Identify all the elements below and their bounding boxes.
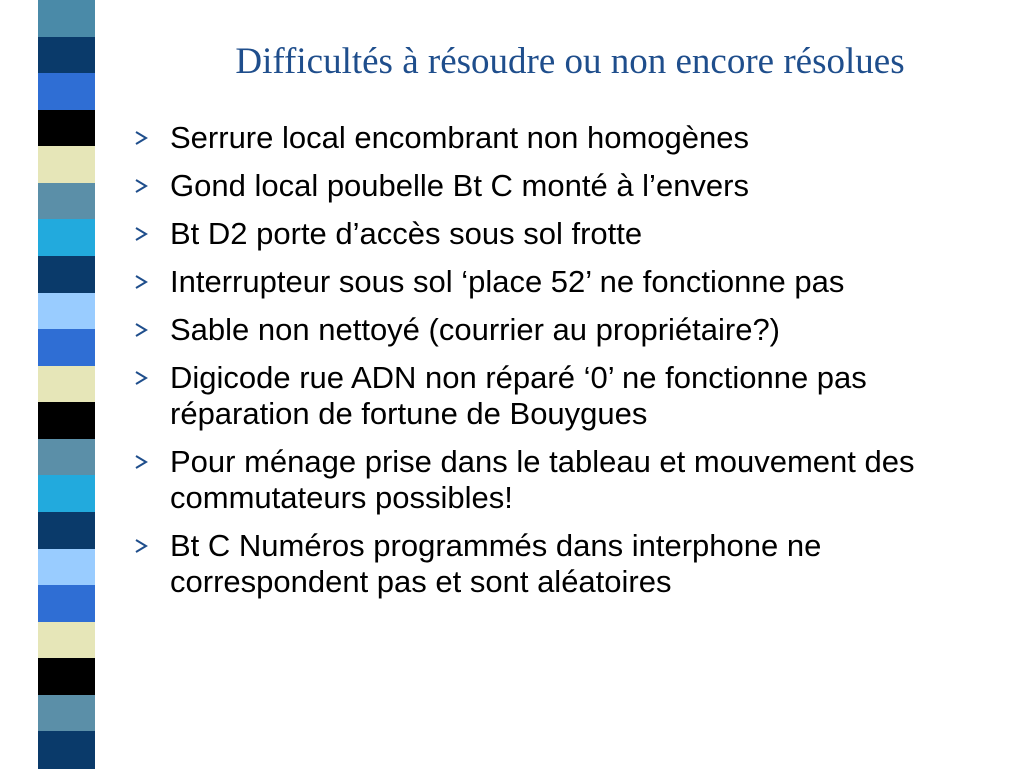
bullet-text: Pour ménage prise dans le tableau et mouvement des commutateurs possibles! — [170, 444, 915, 515]
stripe-segment — [38, 475, 95, 513]
bullet-list — [130, 120, 990, 612]
arrow-bullet-icon — [134, 131, 148, 145]
list-item — [130, 360, 990, 432]
stripe-segment — [38, 731, 95, 769]
decorative-stripe-bar — [38, 0, 95, 768]
bullet-text: Interrupteur sous sol ‘place 52’ ne fonctionne pas — [170, 264, 845, 299]
bullet-text: Serrure local encombrant non homogènes — [170, 120, 750, 155]
list-item — [130, 168, 990, 204]
stripe-segment — [38, 219, 95, 257]
stripe-segment — [38, 658, 95, 696]
stripe-segment — [38, 402, 95, 440]
slide-title: Difficultés à résoudre ou non encore résolues — [235, 41, 905, 82]
list-item — [130, 444, 990, 516]
bullet-text: Sable non nettoyé (courrier au propriétaire?) — [170, 312, 781, 347]
stripe-segment — [38, 512, 95, 550]
list-item — [130, 216, 990, 252]
bullet-text: Gond local poubelle Bt C monté à l’envers — [170, 168, 749, 203]
list-item — [130, 120, 990, 156]
stripe-segment — [38, 695, 95, 733]
stripe-segment — [38, 585, 95, 623]
stripe-segment — [38, 366, 95, 404]
bullet-text: Bt D2 porte d’accès sous sol frotte — [170, 216, 643, 251]
bullet-text: Bt C Numéros programmés dans interphone ne correspondent pas et sont aléatoires — [170, 528, 822, 599]
stripe-segment — [38, 183, 95, 221]
arrow-bullet-icon — [134, 455, 148, 469]
stripe-segment — [38, 256, 95, 294]
bullet-text: Digicode rue ADN non réparé ‘0’ ne fonctionne pas réparation de fortune de Bouygues — [170, 360, 867, 431]
stripe-segment — [38, 293, 95, 331]
stripe-segment — [38, 329, 95, 367]
stripe-segment — [38, 146, 95, 184]
list-item — [130, 264, 990, 300]
stripe-segment — [38, 622, 95, 660]
stripe-segment — [38, 439, 95, 477]
list-item — [130, 528, 990, 600]
arrow-bullet-icon — [134, 323, 148, 337]
arrow-bullet-icon — [134, 371, 148, 385]
arrow-bullet-icon — [134, 539, 148, 553]
arrow-bullet-icon — [134, 275, 148, 289]
stripe-segment — [38, 37, 95, 75]
stripe-segment — [38, 73, 95, 111]
arrow-bullet-icon — [134, 179, 148, 193]
stripe-segment — [38, 0, 95, 38]
stripe-segment — [38, 549, 95, 587]
arrow-bullet-icon — [134, 227, 148, 241]
stripe-segment — [38, 110, 95, 148]
list-item — [130, 312, 990, 348]
